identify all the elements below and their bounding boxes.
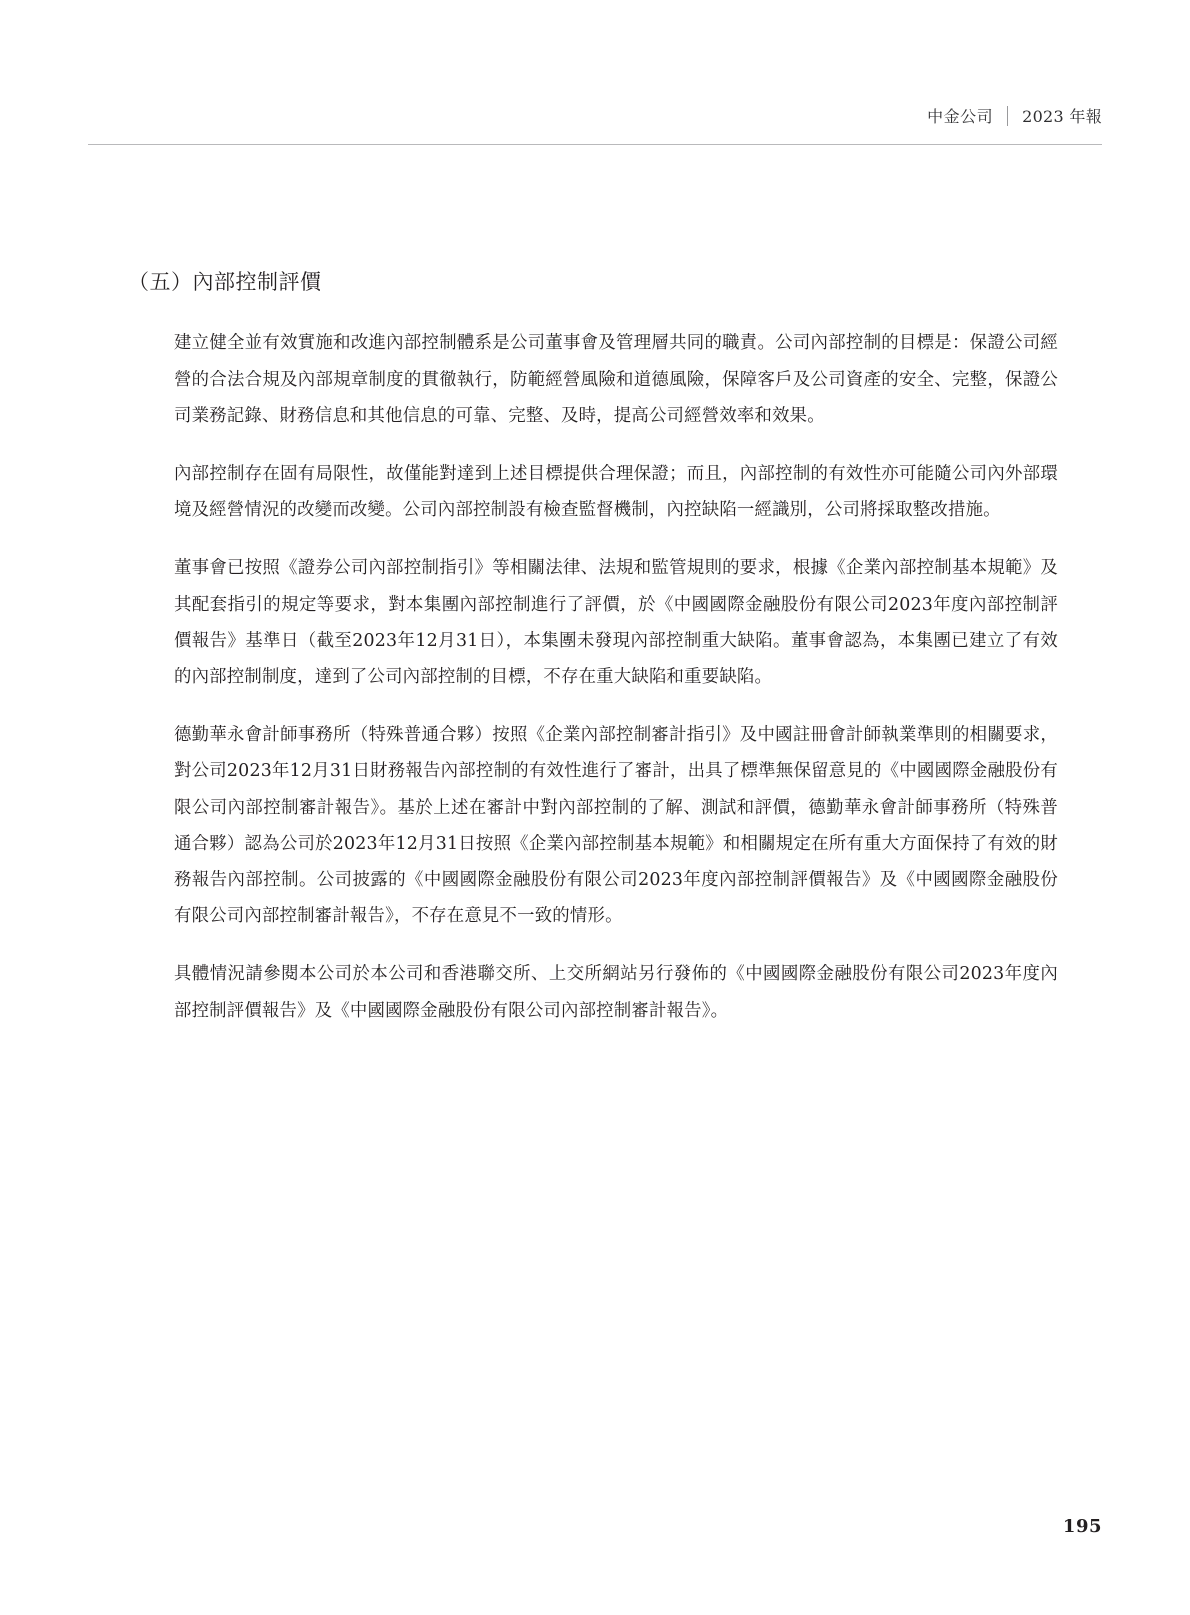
section-heading: （五）內部控制評價	[128, 270, 322, 294]
body-paragraph: 內部控制存在固有局限性，故僅能對達到上述目標提供合理保證；而且，內部控制的有效性亦可能隨公司內外部環境及經營情況的改變而改變。公司內部控制設有檢查監督機制，內控缺陷一經識別，公司將採取整改措施。	[174, 464, 1058, 521]
page-number: 195	[1062, 1516, 1102, 1537]
page-content	[128, 268, 1058, 1029]
body-paragraph: 德勤華永會計師事務所（特殊普通合夥）按照《企業內部控制審計指引》及中國註冊會計師執業準則的相關要求，對公司2023年12月31日財務報告內部控制的有效性進行了審計，出具了標準無保留意見的《中國國際金融股份有限公司內部控制審計報告》。基於上述在審計中對內部控制的了解、測試和評價，德勤華永會計師事務所（特殊普通合夥）認為公司於2023年12月31日按照《企業內部控制基本規範》和相關規定在所有重大方面保持了有效的財務報告內部控制。公司披露的《中國國際金融股份有限公司2023年度內部控制評價報告》及《中國國際金融股份有限公司內部控制審計報告》，不存在意見不一致的情形。	[174, 725, 1058, 927]
body-paragraph: 董事會已按照《證券公司內部控制指引》等相關法律、法規和監管規則的要求，根據《企業內部控制基本規範》及其配套指引的規定等要求，對本集團內部控制進行了評價，於《中國國際金融股份有限公司2023年度內部控制評價報告》基準日（截至2023年12月31日），本集團未發現內部控制重大缺陷。董事會認為，本集團已建立了有效的內部控制制度，達到了公司內部控制的目標，不存在重大缺陷和重要缺陷。	[174, 558, 1058, 688]
body-paragraph: 具體情況請參閱本公司於本公司和香港聯交所、上交所網站另行發佈的《中國國際金融股份有限公司2023年度內部控制評價報告》及《中國國際金融股份有限公司內部控制審計報告》。	[174, 964, 1058, 1021]
running-header	[927, 104, 1102, 127]
header-company-name: 中金公司	[927, 107, 994, 126]
header-report-year: 2023 年報	[1022, 107, 1102, 126]
body-paragraph: 建立健全並有效實施和改進內部控制體系是公司董事會及管理層共同的職責。公司內部控制的目標是：保證公司經營的合法合規及內部規章制度的貫徹執行，防範經營風險和道德風險，保障客戶及公司資產的安全、完整，保證公司業務記錄、財務信息和其他信息的可靠、完整、及時，提高公司經營效率和效果。	[174, 333, 1058, 426]
header-rule	[88, 144, 1102, 145]
